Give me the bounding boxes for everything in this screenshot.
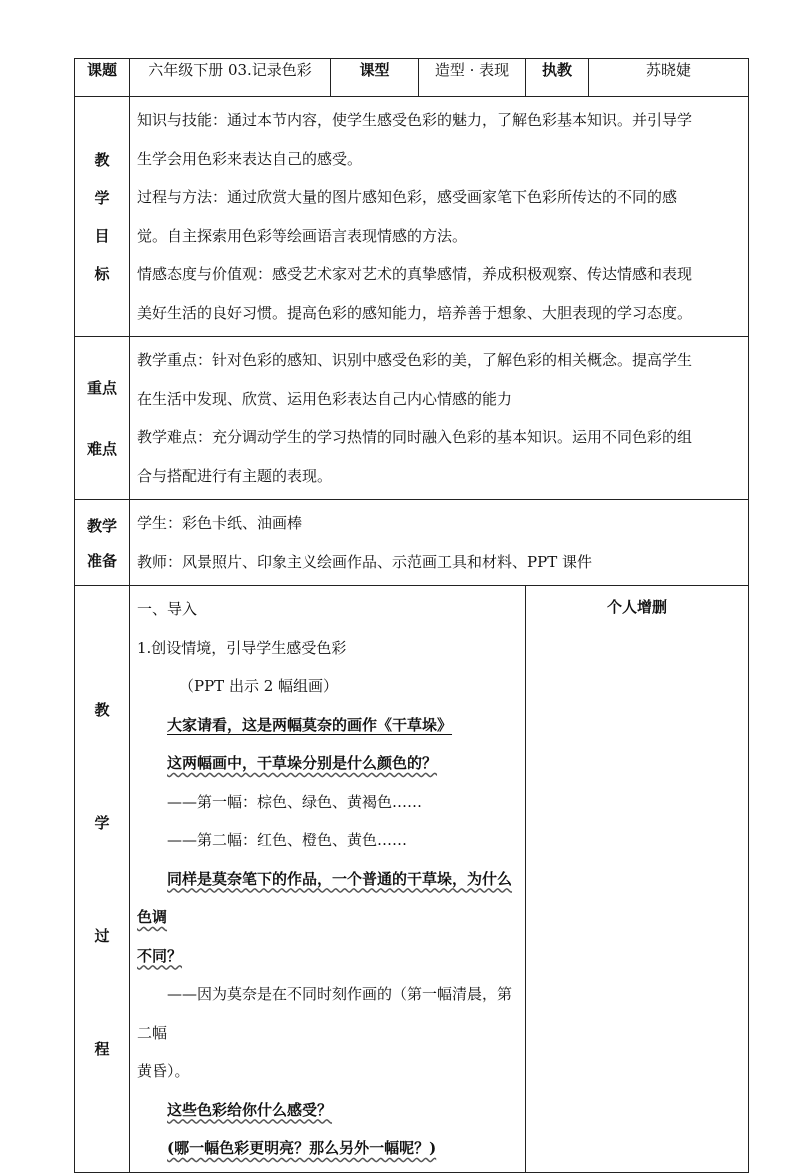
process-question: (哪一幅色彩更明亮？那么另外一幅呢？) xyxy=(167,1139,437,1157)
type-label: 课型 xyxy=(331,59,419,97)
process-answer: 黄昏）。 xyxy=(137,1062,190,1080)
process-label-char: 过 xyxy=(94,926,110,945)
prep-label-bottom: 准备 xyxy=(86,551,117,570)
process-question: 同样是莫奈笔下的作品，一个普通的干草垛，为什么色调 xyxy=(137,869,513,926)
process-label-char: 教 xyxy=(94,700,110,719)
objectives-label-char: 标 xyxy=(94,264,110,283)
process-question: 这些色彩给你什么感受？ xyxy=(167,1100,333,1119)
process-answer: ——因为莫奈是在不同时刻作画的（第一幅清晨，第二幅 xyxy=(137,985,513,1042)
focus-label-top: 重点 xyxy=(86,379,117,397)
focus-label-bottom: 难点 xyxy=(86,440,117,458)
process-answer: ——第二幅：红色、橙色、黄色…… xyxy=(167,831,408,849)
process-label-char: 学 xyxy=(94,813,110,832)
prep-teacher: 教师：风景照片、印象主义绘画作品、示范画工具和材料、PPT 课件 xyxy=(137,552,592,571)
teacher-value: 苏晓婕 xyxy=(589,59,749,97)
objectives-label-char: 目 xyxy=(94,226,110,245)
process-question: 这两幅画中，干草垛分别是什么颜色的？ xyxy=(167,754,438,772)
prep-content xyxy=(130,500,749,586)
topic-value: 六年级下册 03.记录色彩 xyxy=(130,59,331,97)
prep-student: 学生：彩色卡纸、油画棒 xyxy=(137,514,303,532)
focus-row xyxy=(75,337,749,500)
process-label-char: 程 xyxy=(94,1039,110,1058)
prep-label xyxy=(75,500,130,586)
prep-row xyxy=(75,500,749,586)
objectives-label-char: 教 xyxy=(94,150,110,169)
focus-line: 教学重点：针对色彩的感知、识别中感受色彩的美，了解色彩的相关概念。提高学生 xyxy=(137,351,693,369)
process-content xyxy=(130,586,526,1173)
objectives-line: 情感态度与价值观：感受艺术家对艺术的真挚感情，养成积极观察、传达情感和表现 xyxy=(137,265,693,283)
process-line: 1.创设情境，引导学生感受色彩 xyxy=(137,638,347,657)
lesson-plan-table xyxy=(74,58,749,1173)
process-line: （PPT 出示 2 幅组画） xyxy=(179,677,339,695)
objectives-label xyxy=(75,97,130,337)
process-row xyxy=(75,586,749,1173)
focus-content xyxy=(130,337,749,500)
focus-label xyxy=(75,337,130,500)
objectives-line: 生学会用色彩来表达自己的感受。 xyxy=(137,149,363,168)
process-line: 一、导入 xyxy=(137,600,198,618)
process-question: 不同？ xyxy=(137,946,183,965)
objectives-label-char: 学 xyxy=(94,188,110,207)
objectives-row xyxy=(75,97,749,337)
process-question: 大家请看，这是两幅莫奈的画作《干草垛》 xyxy=(167,715,453,734)
type-value: 造型 · 表现 xyxy=(419,59,526,97)
process-label xyxy=(75,586,130,1173)
focus-line: 在生活中发现、欣赏、运用色彩表达自己内心情感的能力 xyxy=(137,389,513,408)
process-answer: ——第一幅：棕色、绿色、黄褐色…… xyxy=(167,792,423,811)
teacher-label: 执教 xyxy=(526,59,589,97)
objectives-line: 美好生活的良好习惯。提高色彩的感知能力，培养善于想象、大胆表现的学习态度。 xyxy=(137,303,693,322)
personal-edits-column xyxy=(526,586,749,1173)
focus-line: 教学难点：充分调动学生的学习热情的同时融入色彩的基本知识。运用不同色彩的组 xyxy=(137,428,693,446)
prep-label-top: 教学 xyxy=(86,516,117,535)
header-row xyxy=(75,59,749,97)
topic-label: 课题 xyxy=(75,59,130,97)
objectives-line: 知识与技能：通过本节内容，使学生感受色彩的魅力，了解色彩基本知识。并引导学 xyxy=(137,111,693,129)
personal-edits-title: 个人增删 xyxy=(606,598,667,616)
focus-line: 合与搭配进行有主题的表现。 xyxy=(137,466,333,485)
objectives-line: 觉。自主探索用色彩等绘画语言表现情感的方法。 xyxy=(137,226,468,245)
objectives-content xyxy=(130,97,749,337)
objectives-line: 过程与方法：通过欣赏大量的图片感知色彩，感受画家笔下色彩所传达的不同的感 xyxy=(137,188,678,206)
